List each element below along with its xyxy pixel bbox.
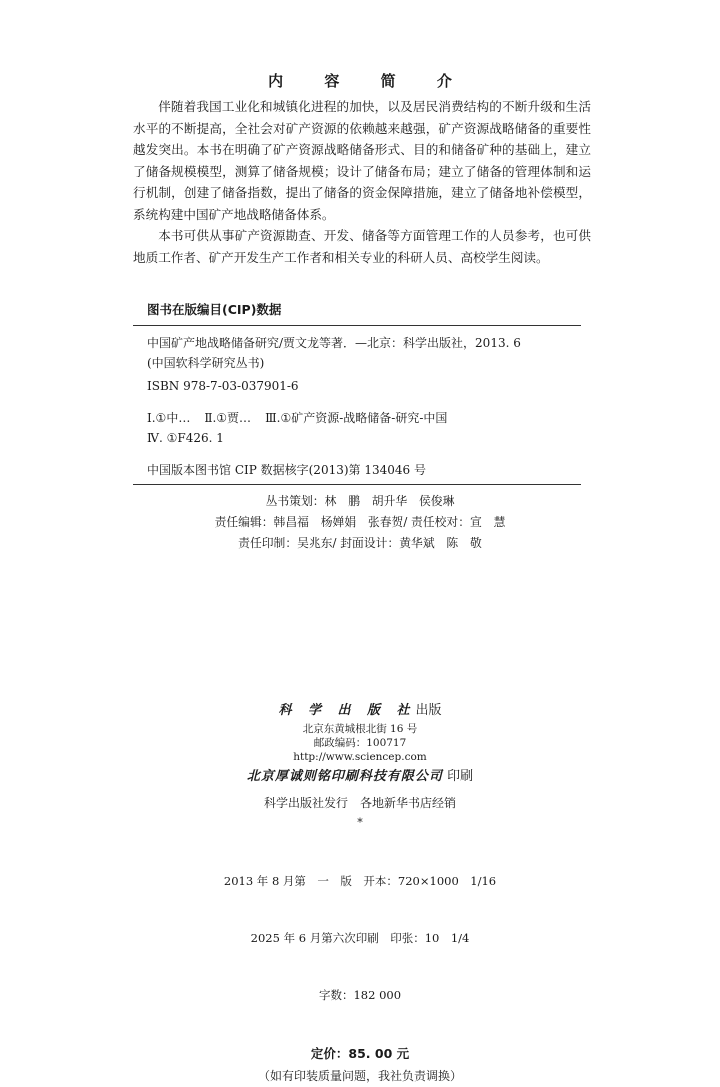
distribution-line: 科学出版社发行 各地新华书店经销 [263, 796, 456, 810]
credits-line-3: 责任印制：吴兆东/ 封面设计：黄华斌 陈 敬 [238, 536, 482, 550]
intro-paragraph-1: 伴随着我国工业化和城镇化进程的加快，以及居民消费结构的不断升级和生活水平的不断提高，全社会对矿产资源的依赖越来越强，矿产资源战略储备的重要性越发突出。本书在明确了矿产资源战略储备形式、目的和储备矿种的基础上，建立了储备规模模型，测算了储备规模；设计了储备布局；建立了储备的管理体制和运行机制，创建了储备指数，提出了储备的资金保障措施，建立了储备地补偿模型，系统构建中国矿产地战略储备体系。 [133, 99, 591, 222]
publisher-name: 科 学 出 版 社 [278, 703, 416, 718]
separator-star: * [357, 816, 363, 829]
publisher-suffix: 出版 [415, 703, 442, 718]
publisher-url: http://www.sciencep.com [293, 751, 427, 763]
cip-class-3: Ⅲ.①矿产资源-战略储备-研究-中国 [265, 411, 448, 425]
edition-line-1: 2013 年 8 月第 一 版 开本：720×1000 1/16 [223, 874, 497, 888]
publisher-address: 北京东黄城根北街 16 号 [302, 723, 418, 735]
edition-line-2: 2025 年 6 月第六次印刷 印张：10 1/4 [250, 931, 470, 945]
cip-class-line-1 [147, 408, 447, 428]
cip-class-1: Ⅰ.①中… [147, 411, 191, 425]
cip-heading: 图书在版编目(CIP)数据 [147, 302, 282, 317]
cip-isbn: ISBN 978-7-03-037901-6 [147, 379, 299, 393]
price: 定价：85. 00 元 [310, 1046, 410, 1061]
cip-class-4: Ⅳ. ①F426. 1 [147, 431, 224, 445]
cip-desc-line-2: (中国软科学研究丛书) [147, 356, 265, 370]
cip-bottom-rule [133, 484, 581, 485]
publication-info [0, 700, 720, 1087]
cip-description [147, 333, 521, 373]
cip-class-2: Ⅱ.①贾… [204, 411, 252, 425]
cip-classification [147, 408, 447, 448]
edition-line-3: 字数：182 000 [318, 988, 402, 1002]
credits-line-1: 丛书策划：林 鹏 胡升华 侯俊琳 [265, 494, 455, 508]
cip-verify-number: 中国版本图书馆 CIP 数据核字(2013)第 134046 号 [147, 463, 426, 477]
printer-name: 北京厚诚则铭印刷科技有限公司 [246, 769, 443, 784]
printer-line [0, 766, 720, 788]
quality-note: （如有印装质量问题，我社负责调换） [257, 1069, 462, 1083]
cip-top-rule [133, 325, 581, 326]
cip-desc-line-1: 中国矿产地战略储备研究/贾文龙等著．—北京：科学出版社，2013. 6 [147, 336, 521, 350]
intro-title: 内 容 简 介 [268, 72, 470, 90]
intro-body [133, 96, 591, 268]
credits [0, 491, 720, 554]
publisher-line [0, 700, 720, 722]
credits-line-2: 责任编辑：韩昌福 杨婵娟 张春贺/ 责任校对：宣 慧 [214, 515, 506, 529]
publisher-postcode: 邮政编码：100717 [313, 737, 407, 749]
intro-paragraph-2: 本书可供从事矿产资源勘查、开发、储备等方面管理工作的人员参考，也可供地质工作者、矿产开发生产工作者和相关专业的科研人员、高校学生阅读。 [133, 228, 591, 265]
printer-suffix: 印刷 [447, 769, 474, 784]
edition-info [0, 834, 720, 1043]
